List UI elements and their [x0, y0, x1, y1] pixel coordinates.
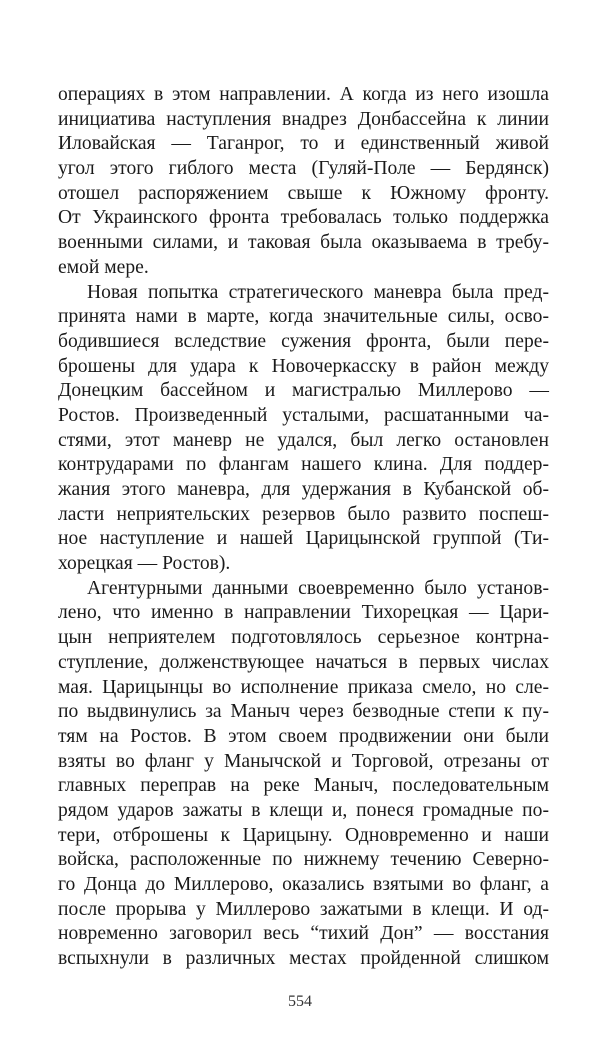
- text-line: контрударами по флангам нашего клина. Для поддер-: [58, 454, 549, 476]
- text-line: Иловайская — Таганрог, то и единственный живой: [58, 133, 549, 155]
- text-line: после прорыва у Миллерово зажатыми в клещи. И од-: [58, 898, 549, 920]
- text-line: стями, этот маневр не удался, был легко остановлен: [58, 429, 549, 451]
- text-line: емой мере.: [58, 256, 149, 278]
- text-line: Ростов. Произведенный усталыми, расшатанными ча-: [58, 404, 549, 426]
- text-line: главных переправ на реке Маныч, последовательным: [58, 775, 549, 797]
- paragraph: [58, 83, 549, 281]
- text-line: вспыхнули в различных местах пройденной слишком: [58, 948, 549, 970]
- text-line: угол этого гиблого места (Гуляй-Поле — Бердянск): [58, 158, 549, 180]
- text-line: Донецким бассейном и магистралью Миллерово —: [58, 380, 549, 402]
- text-line: лено, что именно в направлении Тихорецкая — Цари-: [58, 602, 549, 624]
- text-line: принята нами в марте, когда значительные силы, осво-: [58, 306, 549, 328]
- text-line: отошел распоряжением свыше к Южному фронту.: [58, 182, 549, 204]
- text-line: жания этого маневра, для удержания в Кубанской об-: [58, 479, 549, 500]
- paragraph: [58, 281, 549, 577]
- text-line: рядом ударов зажаты в клещи и, понеся громадные по-: [58, 799, 549, 821]
- text-line: новременно заговорил весь “тихий Дон” — восстания: [58, 923, 549, 945]
- text-line: От Украинского фронта требовалась только поддержка: [58, 207, 549, 229]
- text-line: тери, отброшены к Царицыну. Одновременно и наши: [58, 824, 549, 846]
- text-line: по выдвинулись за Маныч через безводные степи к пу-: [58, 701, 549, 723]
- text-line: цын неприятелем подготовлялось серьезное контрна-: [58, 627, 549, 649]
- page-number: 554: [288, 993, 312, 1010]
- text-line: войска, расположенные по нижнему течению Северно-: [58, 849, 549, 871]
- text-line: брошены для удара к Новочеркасску в район между: [58, 355, 549, 377]
- text-line: тям на Ростов. В этом своем продвижении они были: [58, 725, 549, 747]
- text-line: Новая попытка стратегического маневра была пред-: [87, 281, 549, 303]
- text-line: ное наступление и нашей Царицынской группой (Ти-: [58, 528, 549, 550]
- text-line: ступление, долженствующее начаться в первых числах: [58, 651, 549, 673]
- text-line: операциях в этом направлении. А когда из него изошла: [58, 84, 549, 105]
- text-line: военными силами, и таковая была оказываема в требу-: [58, 232, 549, 254]
- paragraph: [58, 577, 549, 972]
- body-text: [58, 83, 549, 972]
- text-line: го Донца до Миллерово, оказались взятыми во фланг, а: [58, 874, 549, 895]
- text-line: ласти неприятельских резервов было развито поспеш-: [58, 503, 549, 525]
- text-line: инициатива наступления внадрез Донбассейна к линии: [58, 108, 549, 130]
- text-line: мая. Царицынцы во исполнение приказа смело, но сле-: [58, 676, 549, 698]
- text-line: Агентурными данными своевременно было установ-: [87, 577, 549, 599]
- text-line: взяты во фланг у Манычской и Торговой, отрезаны от: [58, 750, 549, 772]
- text-line: бодившиеся вследствие сужения фронта, были пере-: [58, 330, 549, 352]
- text-line: хорецкая — Ростов).: [58, 553, 231, 575]
